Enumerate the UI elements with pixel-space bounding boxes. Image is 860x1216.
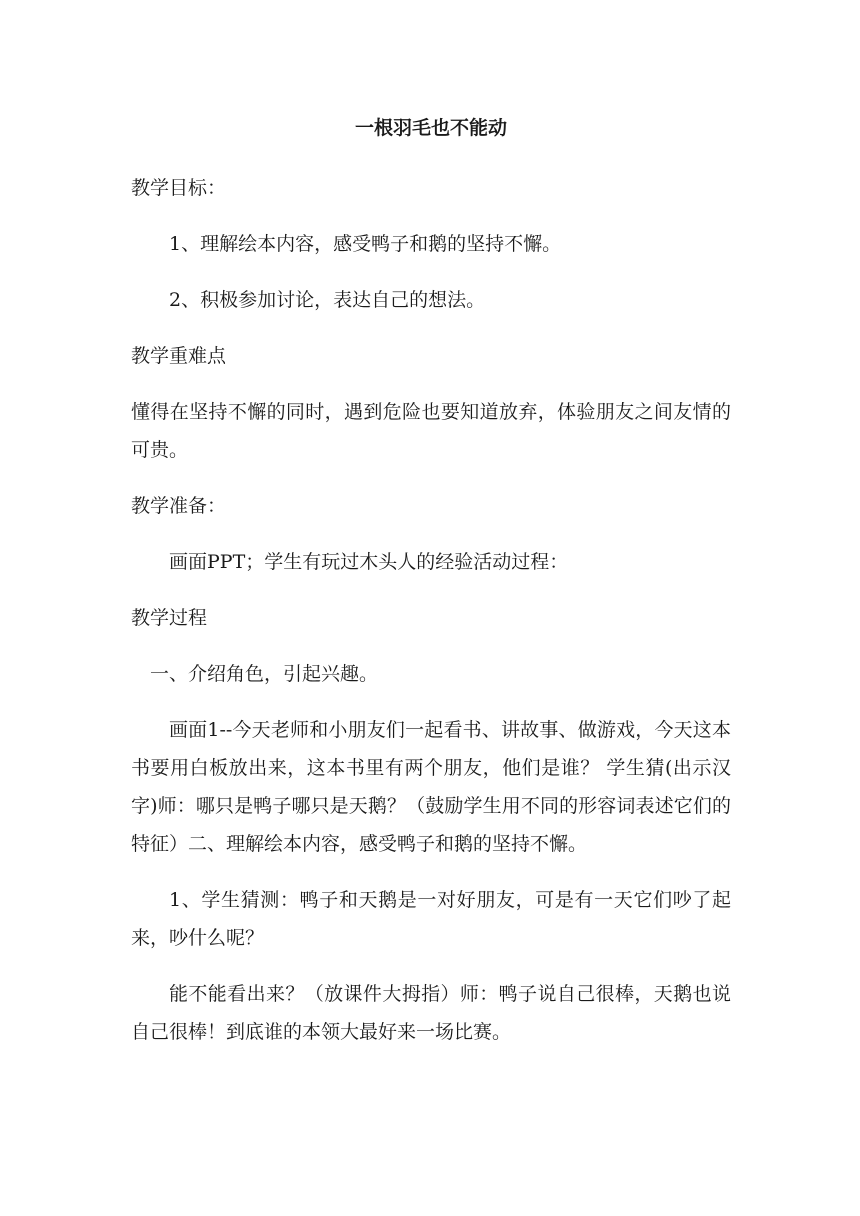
paragraph: 教学目标：	[131, 177, 227, 199]
paragraph: 一、介绍角色，引起兴趣。	[150, 663, 379, 685]
paragraph: 能不能看出来？（放课件大拇指）师：鸭子说自己很棒，天鹅也说自己很棒！到底谁的本领大最好来一场比赛。	[131, 983, 731, 1043]
paragraph: 懂得在坚持不懈的同时，遇到危险也要知道放弃，体验朋友之间友情的可贵。	[131, 401, 731, 461]
paragraph: 2、积极参加讨论，表达自己的想法。	[169, 289, 486, 311]
paragraph: 画面1--今天老师和小朋友们一起看书、讲故事、做游戏，今天这本书要用白板放出来，这本书里有两个朋友，他们是谁？ 学生猜(出示汉字)师：哪只是鸭子哪只是天鹅？（鼓励学生用不同的形容词表述它们的特征）二、理解绘本内容，感受鸭子和鹅的坚持不懈。	[131, 719, 731, 855]
paragraph: 画面PPT；学生有玩过木头人的经验活动过程：	[169, 551, 569, 573]
paragraph: 1、学生猜测：鸭子和天鹅是一对好朋友，可是有一天它们吵了起来，吵什么呢？	[131, 889, 731, 949]
paragraph: 教学重难点	[131, 345, 227, 367]
paragraph: 教学过程	[131, 607, 208, 629]
paragraph: 教学准备：	[131, 495, 227, 517]
paragraph-list	[131, 169, 731, 1051]
document-title: 一根羽毛也不能动	[354, 117, 507, 139]
document-body	[131, 112, 731, 1069]
paragraph: 1、理解绘本内容，感受鸭子和鹅的坚持不懈。	[169, 233, 562, 255]
